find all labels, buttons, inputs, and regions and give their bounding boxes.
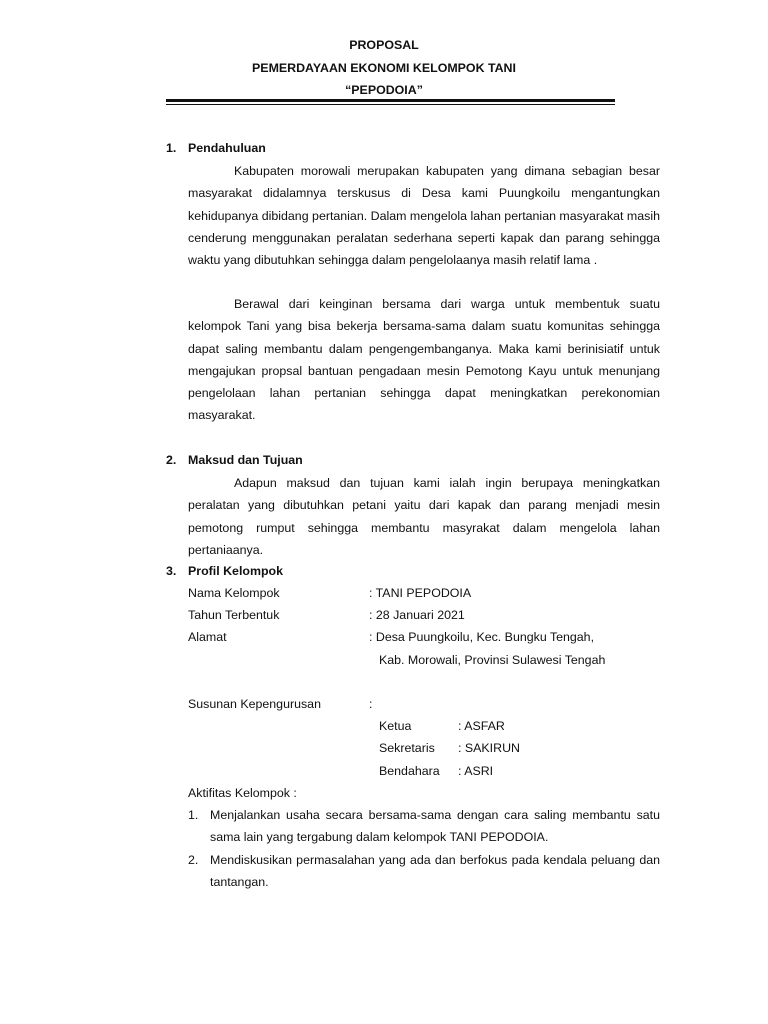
section-1-paragraph-1: Kabupaten morowali merupakan kabupaten yang dimana sebagian besar masyarakat didalamnya terskusus di Desa kami Puungkoilu mengantungkan kehidupanya dibidang pertanian. Dalam mengelola lahan pertanian masyarakat masih cenderung menggunakan peralatan sederhana seperti kapak dan parang sehingga waktu yang dibutuhkan sehingga dalam pengelolaanya masih relatif lama . xyxy=(188,164,660,268)
header-rule-thin xyxy=(166,104,615,105)
ketua-value: : ASFAR xyxy=(458,719,505,733)
aktifitas-item-1-text: Menjalankan usaha secara bersama-sama dengan cara saling membantu satu sama lain yang tergabung dalam kelompok TANI PEPODOIA. xyxy=(210,808,660,845)
section-3-heading: Profil Kelompok xyxy=(188,564,284,578)
sekretaris-label: Sekretaris xyxy=(379,741,435,755)
sekretaris-value: : SAKIRUN xyxy=(458,741,520,755)
section-1-number: 1. xyxy=(166,141,177,155)
bendahara-value: : ASRI xyxy=(458,764,494,778)
section-2-number: 2. xyxy=(166,453,177,467)
section-1-heading: Pendahuluan xyxy=(188,141,266,155)
nama-kelompok-value: : TANI PEPODOIA xyxy=(369,586,472,600)
doc-subtitle: PEMERDAYAAN EKONOMI KELOMPOK TANI xyxy=(252,61,516,75)
doc-group-name: “PEPODOIA” xyxy=(345,83,423,97)
doc-title: PROPOSAL xyxy=(349,38,419,52)
section-3-number: 3. xyxy=(166,564,177,578)
alamat-value-line-1: : Desa Puungkoilu, Kec. Bungku Tengah, xyxy=(369,630,595,644)
susunan-kepengurusan-colon: : xyxy=(369,697,373,711)
alamat-label: Alamat xyxy=(188,630,227,644)
tahun-terbentuk-label: Tahun Terbentuk xyxy=(188,608,280,622)
ketua-label: Ketua xyxy=(379,719,412,733)
section-1-paragraph-2: Berawal dari keinginan bersama dari warga untuk membentuk suatu kelompok Tani yang bisa bekerja bersama-sama dalam suatu komunitas sehingga dapat saling membantu dalam pengengembanganya. Maka kami berinisiatif untuk mengajukan propsal bantuan pengadaan mesin Pemotong Kayu untuk menunjang pengelolaan lahan pertanian sehingga dapat meningkatkan perekonomian masyarakat. xyxy=(188,297,660,423)
susunan-kepengurusan-label: Susunan Kepengurusan xyxy=(188,697,321,711)
tahun-terbentuk-value: : 28 Januari 2021 xyxy=(369,608,465,622)
aktifitas-item-2-number: 2. xyxy=(188,853,199,867)
aktifitas-item-1-number: 1. xyxy=(188,808,199,822)
section-2-heading: Maksud dan Tujuan xyxy=(188,453,303,467)
header-rule-thick xyxy=(166,99,615,102)
section-2-paragraph-1: Adapun maksud dan tujuan kami ialah ingin berupaya meningkatkan peralatan yang dibutuhkan petani yaitu dari kapak dan parang menjadi mesin pemotong rumput sehingga membantu masyrakat dalam mengelola lahan pertaniaanya. xyxy=(188,476,660,557)
nama-kelompok-label: Nama Kelompok xyxy=(188,586,280,600)
aktifitas-kelompok-label: Aktifitas Kelompok : xyxy=(188,786,297,800)
aktifitas-item-2-text: Mendiskusikan permasalahan yang ada dan berfokus pada kendala peluang dan tantangan. xyxy=(210,853,660,890)
bendahara-label: Bendahara xyxy=(379,764,440,778)
alamat-value-line-2: Kab. Morowali, Provinsi Sulawesi Tengah xyxy=(379,653,606,667)
